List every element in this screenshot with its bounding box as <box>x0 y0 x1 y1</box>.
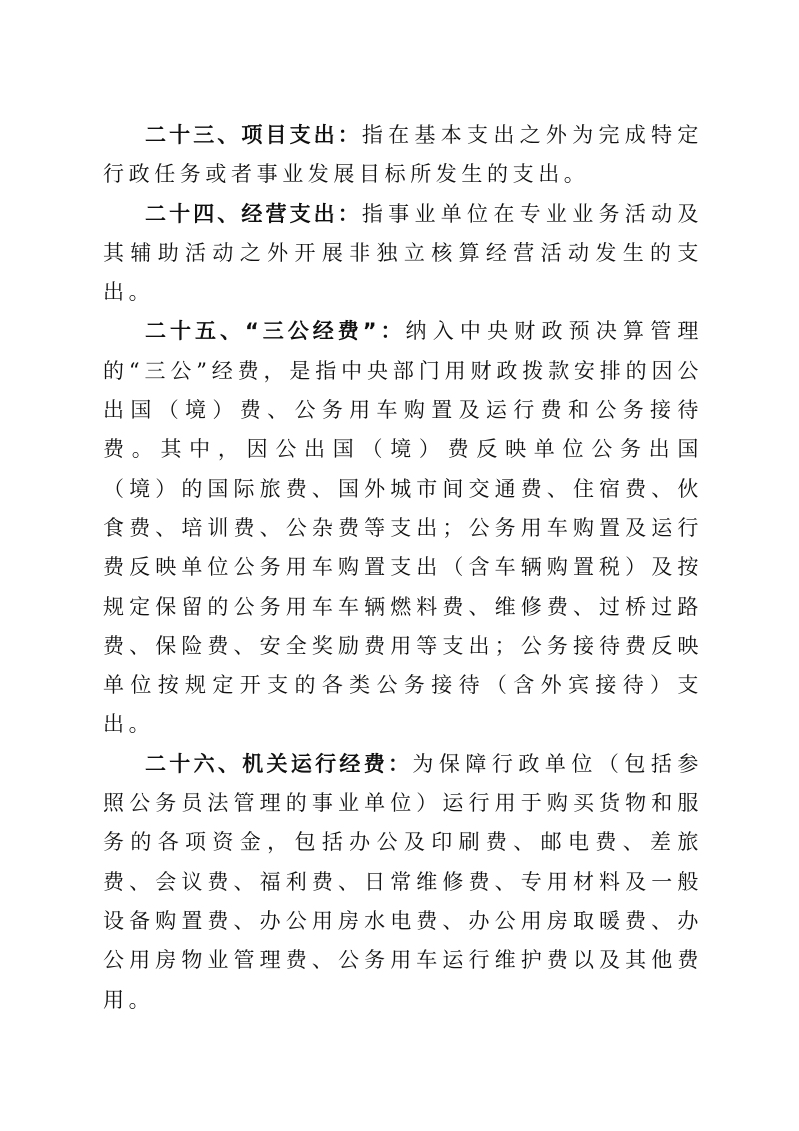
paragraph-text: 指在基本支出之外为完成特定行政任务或者事业发展目标所发生的支出。 <box>103 123 703 187</box>
term-heading: 二十三、项目支出： <box>145 123 362 147</box>
term-heading: 二十四、经营支出： <box>145 201 362 226</box>
paragraph-text: 纳入中央财政预决算管理的“三公”经费，是指中央部门用财政拨款安排的因公出国（境）费、公务用车购置及运行费和公务接待费。其中，因公出国（境）费反映单位公务出国（境）的国际旅费、国外城市间交通费、住宿费、伙食费、培训费、公杂费等支出；公务用车购置及运行费反映单位公务用车购置支出（含车辆购置税）及按规定保留的公务用车车辆燃料费、维修费、过桥过路费、保险费、安全奖励费用等支出；公务接待费反映单位按规定开支的各类公务接待（含外宾接待）支出。 <box>103 319 703 737</box>
paragraph-text: 为保障行政单位（包括参照公务员法管理的事业单位）运行用于购买货物和服务的各项资金，包括办公及印刷费、邮电费、差旅费、会议费、福利费、日常维修费、专用材料及一般设备购置费、办公用房水电费、办公用房取暖费、办公用房物业管理费、公务用车运行维护费以及其他费用。 <box>103 751 703 1012</box>
paragraph-business-expenditure <box>103 195 703 313</box>
term-heading: 二十五、“三公经费”： <box>145 319 406 344</box>
paragraph-three-public-expenses <box>103 312 703 744</box>
paragraph-project-expenditure <box>103 116 703 195</box>
document-body <box>103 116 703 1020</box>
paragraph-text: 指事业单位在专业业务活动及其辅助活动之外开展非独立核算经营活动发生的支出。 <box>103 201 703 305</box>
term-heading: 二十六、机关运行经费： <box>145 751 413 776</box>
paragraph-agency-operating-costs <box>103 745 703 1020</box>
